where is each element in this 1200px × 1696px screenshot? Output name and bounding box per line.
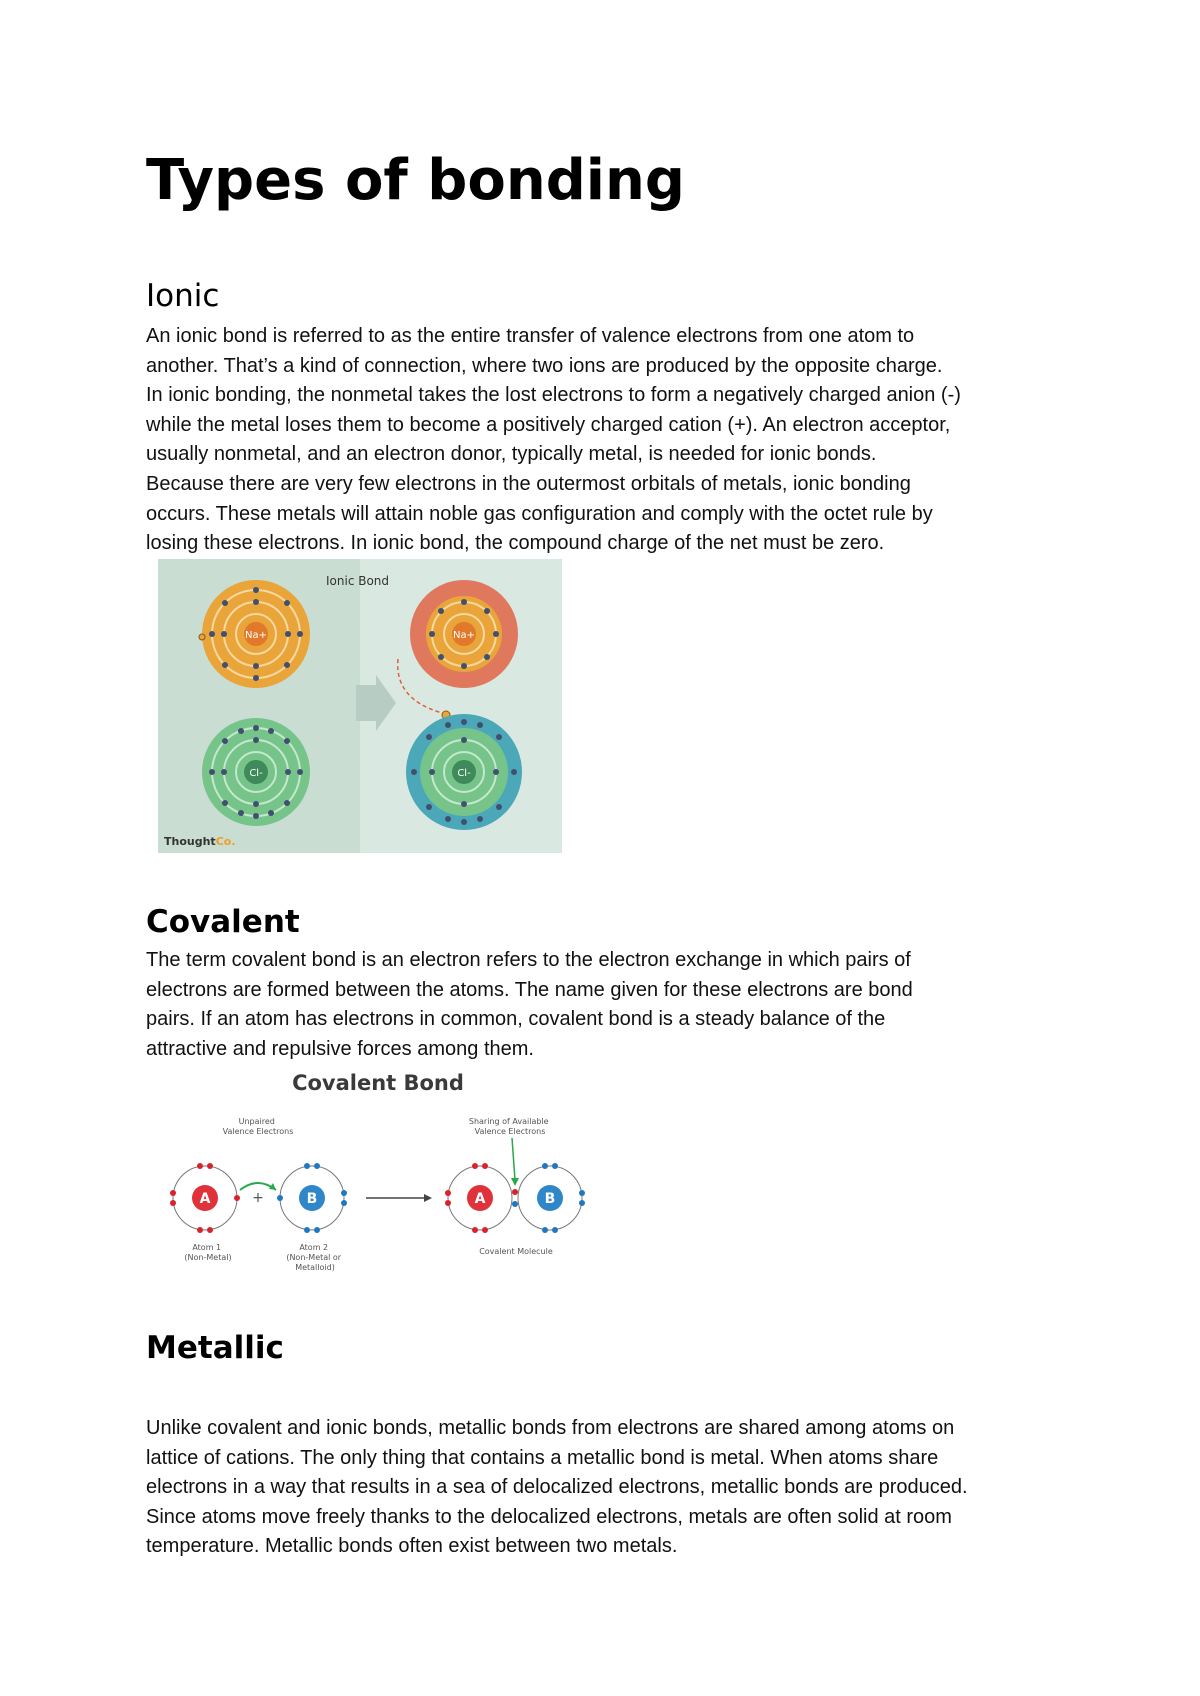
ionic-paragraph [146,322,1081,559]
molecule-atom-a-label: A [474,1191,486,1207]
covalent-figure-title: Covalent Bond [292,1071,464,1095]
atom-b [277,1163,347,1233]
ionic-bond-figure [158,559,562,853]
ionic-line: An ionic bond is referred to as the entire transfer of valence electrons from one atom to [146,325,915,347]
sharing-pointer-head-icon [511,1178,519,1186]
metallic-line: Unlike covalent and ionic bonds, metallic bonds from electrons are shared among atoms on [146,1417,955,1439]
page-title: Types of bonding [146,148,685,213]
covalent-molecule-caption: Covalent Molecule [479,1247,553,1256]
atom-a-label: A [199,1191,211,1207]
sodium-ion-label: Na+ [453,630,475,641]
ionic-line: another. That’s a kind of connection, where two ions are produced by the opposite charge. [146,354,943,377]
chloride-ion [406,714,522,830]
ionic-line: losing these electrons. In ionic bond, the compound charge of the net must be zero. [146,532,885,555]
covalent-line: The term covalent bond is an electron refers to the electron exchange in which pairs of [146,949,911,971]
metallic-paragraph [146,1414,1081,1562]
covalent-line: electrons are formed between the atoms. The name given for these electrons are bond [146,978,913,1001]
sodium-label: Na+ [245,630,267,641]
ionic-line: while the metal loses them to become a positively charged cation (+). An electron acceptor, [146,413,951,436]
ionic-line: occurs. These metals will attain noble gas configuration and comply with the octet rule by [146,502,933,525]
ionic-line: Because there are very few electrons in the outermost orbitals of metals, ionic bonding [146,472,911,495]
covalent-molecule [445,1138,585,1233]
covalent-line: pairs. If an atom has electrons in common, covalent bond is a steady balance of the [146,1008,886,1031]
covalent-heading: Covalent [146,904,300,940]
covalent-paragraph [146,946,1081,1064]
sodium-ion [410,580,518,688]
reaction-arrowhead-icon [424,1194,432,1202]
chloride-ion-label: Cl- [457,768,471,779]
metallic-line: temperature. Metallic bonds often exist between two metals. [146,1535,678,1558]
covalent-line: attractive and repulsive forces among them. [146,1037,534,1060]
sharing-label: Sharing of Available Valence Electrons [468,1117,549,1136]
chlorine-label: Cl- [249,768,263,779]
plus-sign: + [252,1190,264,1206]
ionic-bond-label: Ionic Bond [326,574,390,588]
thoughtco-credit: ThoughtCo. [164,835,236,848]
metallic-line: lattice of cations. The only thing that contains a metallic bond is metal. When atoms share [146,1446,939,1469]
molecule-atom-b-label: B [544,1191,556,1207]
ionic-line: usually nonmetal, and an electron donor, typically metal, is needed for ionic bonds. [146,443,877,466]
sharing-pointer-icon [512,1138,515,1180]
chlorine-atom [202,718,310,826]
ionic-line: In ionic bonding, the nonmetal takes the lost electrons to form a negatively charged anion (-) [146,384,961,407]
metallic-heading: Metallic [146,1330,284,1366]
atom-2-caption: Atom 2 (Non-Metal or Metalloid) [286,1243,342,1272]
ionic-heading: Ionic [146,278,220,314]
atom-a [170,1163,240,1233]
metallic-line: Since atoms move freely thanks to the delocalized electrons, metals are often solid at room [146,1505,952,1528]
metallic-line: electrons in a way that results in a sea of delocalized electrons, metallic bonds are produced. [146,1476,968,1499]
covalent-bond-figure [150,1068,600,1280]
atom-1-caption: Atom 1 (Non-Metal) [184,1243,232,1262]
unpaired-label: Unpaired Valence Electrons [222,1117,294,1136]
atom-b-label: B [306,1191,318,1207]
